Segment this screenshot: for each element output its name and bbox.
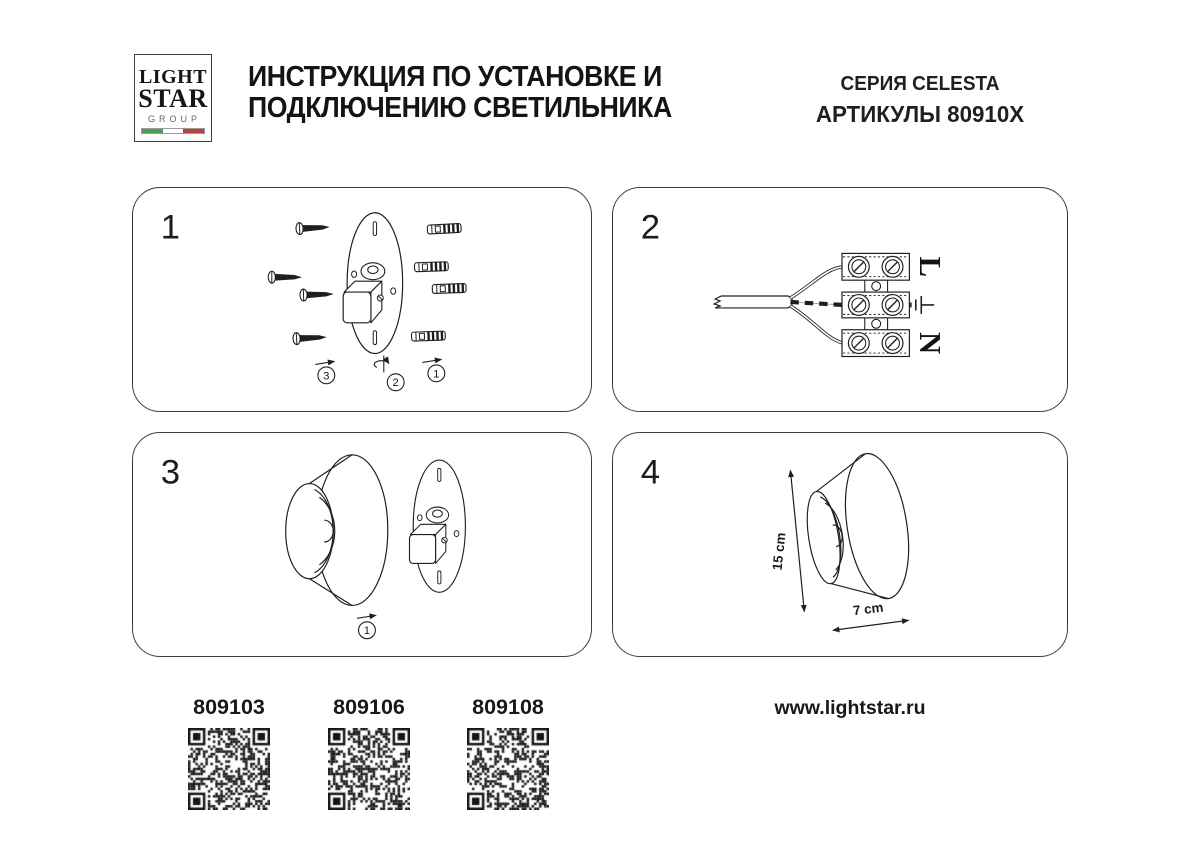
annotation-3-label: 3 [323, 370, 330, 383]
mounting-plate-assembly [343, 213, 402, 354]
earth-symbol [911, 296, 934, 314]
step-2-number: 2 [640, 208, 661, 247]
logo-star-text: STAR [138, 84, 208, 113]
qr-code-3 [467, 728, 549, 810]
annotation-1-label: 1 [363, 625, 371, 638]
document-title [248, 62, 672, 124]
height-dimension [770, 471, 805, 612]
width-dimension-label: 7 cm [852, 599, 885, 619]
articles-heading: АРТИКУЛЫ 80910X [815, 101, 1025, 127]
step-3-panel [132, 432, 592, 657]
article-code-3: 809108 [472, 695, 544, 719]
mounting-plate-assembly [409, 460, 465, 592]
website-url: www.lightstar.ru [774, 697, 926, 719]
step-3-drawing [133, 433, 591, 656]
annotation-2-label: 2 [392, 377, 399, 390]
logo-light-text: LIGHT [138, 66, 208, 88]
lamp-body [797, 449, 918, 609]
width-dimension [833, 600, 908, 631]
terminal-segment-earth [842, 292, 909, 318]
article-code-1: 809103 [193, 695, 265, 719]
article-code-2: 809106 [333, 695, 405, 719]
step-3-number: 3 [160, 453, 181, 492]
title-line-1: ИНСТРУКЦИЯ ПО УСТАНОВКЕ И [248, 61, 662, 93]
series-name: СЕРИЯ CELESTA [840, 73, 1000, 95]
flag-green-segment [142, 129, 163, 134]
logo-italian-flag [141, 128, 205, 135]
lightstar-logo [134, 54, 212, 142]
step-4-dimensions-drawing [613, 433, 1067, 656]
terminal-block [842, 253, 909, 356]
step-1-drawing [133, 188, 591, 411]
step-2-wiring-diagram [613, 188, 1067, 411]
logo-group-text: GROUP [147, 114, 201, 124]
terminal-segment-neutral [842, 330, 909, 357]
step-4-panel [612, 432, 1068, 657]
neutral-terminal-label: N [913, 332, 948, 355]
qr-code-1 [188, 728, 270, 810]
lamp-body [286, 455, 388, 606]
mounting-screws [268, 221, 334, 345]
terminal-segment-live [842, 253, 909, 280]
live-terminal-label: L [913, 256, 948, 278]
supply-cable [714, 296, 792, 308]
height-dimension-label: 15 cm [769, 531, 789, 572]
qr-code-2 [328, 728, 410, 810]
annotation-1-label: 1 [433, 368, 440, 381]
step-4-number: 4 [640, 453, 661, 492]
step-1-annotations [315, 355, 444, 390]
flag-red-segment [183, 129, 204, 134]
step-1-panel [132, 187, 592, 412]
series-block [770, 73, 1070, 128]
step-1-number: 1 [160, 208, 181, 247]
title-line-2: ПОДКЛЮЧЕНИЮ СВЕТИЛЬНИКА [248, 92, 672, 124]
flag-white-segment [163, 129, 184, 134]
wall-anchors [411, 223, 466, 341]
step-2-panel [612, 187, 1068, 412]
wires [790, 267, 843, 343]
